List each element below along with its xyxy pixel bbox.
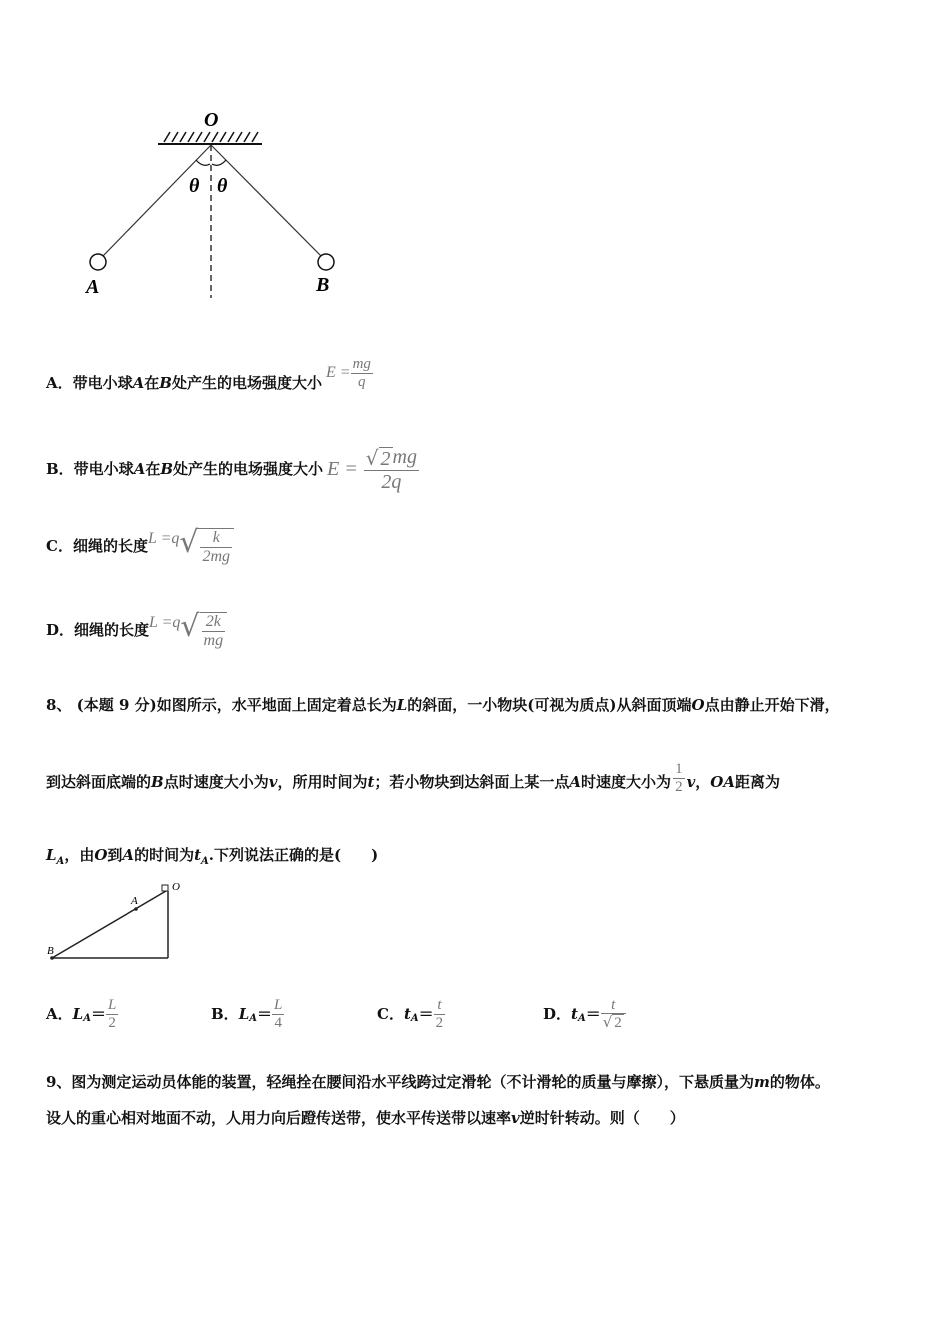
q8-option-B: B． L $_A$ ＝ $\frac{L}{4}$ bbox=[211, 997, 283, 1031]
theta-right: θ bbox=[217, 175, 228, 197]
label-A: A bbox=[86, 276, 100, 298]
sqrt-k-over-2mg: √ $\frac{k}{2mg}$ bbox=[179, 528, 234, 565]
fig-label-A: A bbox=[131, 895, 138, 907]
label-O: O bbox=[204, 109, 219, 131]
q8-line-1: 8、 (本题 9 分)如图所示，水平地面上固定着总长为L的斜面，一小物块(可视为质点)从斜面顶端O点由静止开始下滑， bbox=[46, 696, 840, 714]
block bbox=[162, 885, 168, 891]
label-B: B bbox=[316, 274, 330, 296]
q8-line-3: $L_A$，由O到A的时间为$t_A$.下列说法正确的是( ) bbox=[46, 846, 379, 867]
fraction-one-half: $\frac{1}{2}$ bbox=[675, 761, 683, 795]
sqrt-2k-over-mg: √ $\frac{2k}{mg}$ bbox=[180, 612, 227, 649]
q7-option-B: B．带电小球 A 在 B 处产生的电场强度大小 E = √ 2 mg 2q bbox=[46, 445, 417, 493]
q8-line-2: 到达斜面底端的 B 点时速度大小为 v ，所用时间为 t ；若小物块到达斜面上某一点 A 时速度大小为 $\frac{1}{2}$ v ， OA 距离为 bbox=[46, 761, 781, 795]
angle-arc-right bbox=[212, 160, 226, 165]
q8-option-D: D． t $_A$ ＝ t √ 2 bbox=[543, 992, 626, 1036]
q7-option-C: C．细绳的长度 L =q √ $\frac{k}{2mg}$ bbox=[46, 528, 234, 565]
incline-surface bbox=[52, 891, 166, 958]
ball-B bbox=[318, 254, 334, 270]
q7-option-A: A．带电小球 A 在 B 处产生的电场强度大小 E = $\frac{mg}{q}$ bbox=[46, 356, 371, 392]
fraction-mg-over-q: $\frac{mg}{q}$ bbox=[352, 356, 371, 390]
q8-option-C: C． t $_A$ ＝ $\frac{t}{2}$ bbox=[377, 997, 444, 1031]
fig-label-B: B bbox=[47, 945, 54, 957]
q9-line-2: 设人的重心相对地面不动，人用力向后蹬传送带，使水平传送带以速率v逆时针转动。则（ ） bbox=[46, 1109, 685, 1127]
fig-label-O: O bbox=[172, 881, 180, 893]
angle-arc-left bbox=[196, 160, 210, 165]
fraction-sqrt2mg-over-2q: √ 2 mg 2q bbox=[365, 445, 417, 493]
ceiling-hatch bbox=[164, 132, 258, 142]
q9-line-1: 9、图为测定运动员体能的装置，轻绳拴在腰间沿水平线跨过定滑轮（不计滑轮的质量与摩擦），下悬质量为m的物体。 bbox=[46, 1073, 830, 1091]
q7-option-D: D．细绳的长度 L =q √ $\frac{2k}{mg}$ bbox=[46, 612, 227, 649]
string-B bbox=[211, 145, 321, 256]
q8-option-A: A． L $_A$ ＝ $\frac{L}{2}$ bbox=[46, 997, 117, 1031]
ball-A bbox=[90, 254, 106, 270]
figure-incline bbox=[44, 876, 194, 966]
string-A bbox=[103, 145, 211, 256]
point-A bbox=[134, 907, 138, 911]
figure-charged-pendulum bbox=[70, 100, 370, 310]
theta-left: θ bbox=[189, 175, 200, 197]
